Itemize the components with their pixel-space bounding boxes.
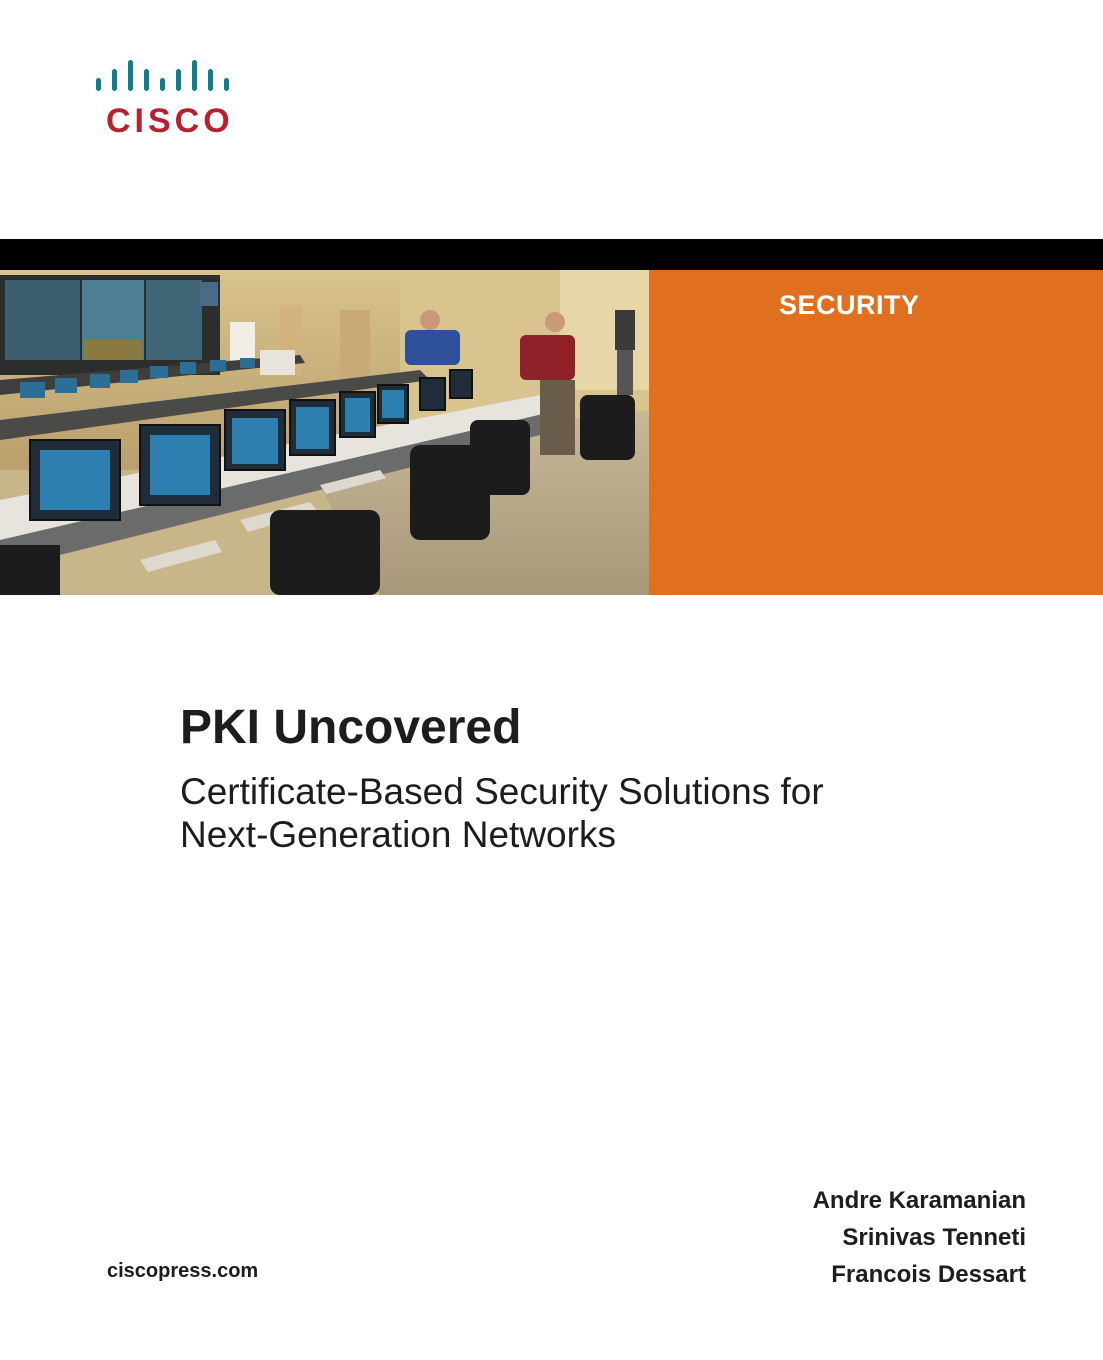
book-title: PKI Uncovered bbox=[180, 701, 522, 754]
author-list bbox=[813, 1182, 1026, 1293]
book-subtitle bbox=[180, 770, 824, 856]
cisco-bridge-bars-icon bbox=[96, 58, 246, 100]
network-operations-center-photo bbox=[0, 270, 649, 595]
series-label: SECURITY bbox=[779, 290, 920, 320]
top-band bbox=[0, 239, 1103, 270]
cisco-logo bbox=[96, 58, 256, 143]
author-name: Andre Karamanian bbox=[812, 1187, 1026, 1214]
series-panel bbox=[649, 270, 1103, 595]
author-name: Francois Dessart bbox=[831, 1261, 1026, 1288]
publisher-website: ciscopress.com bbox=[107, 1260, 259, 1282]
subtitle-line-2: Next-Generation Networks bbox=[180, 814, 616, 855]
subtitle-line-1: Certificate-Based Security Solutions for bbox=[180, 771, 824, 812]
cisco-wordmark: CISCO bbox=[106, 102, 234, 140]
author-name: Srinivas Tenneti bbox=[842, 1224, 1026, 1251]
